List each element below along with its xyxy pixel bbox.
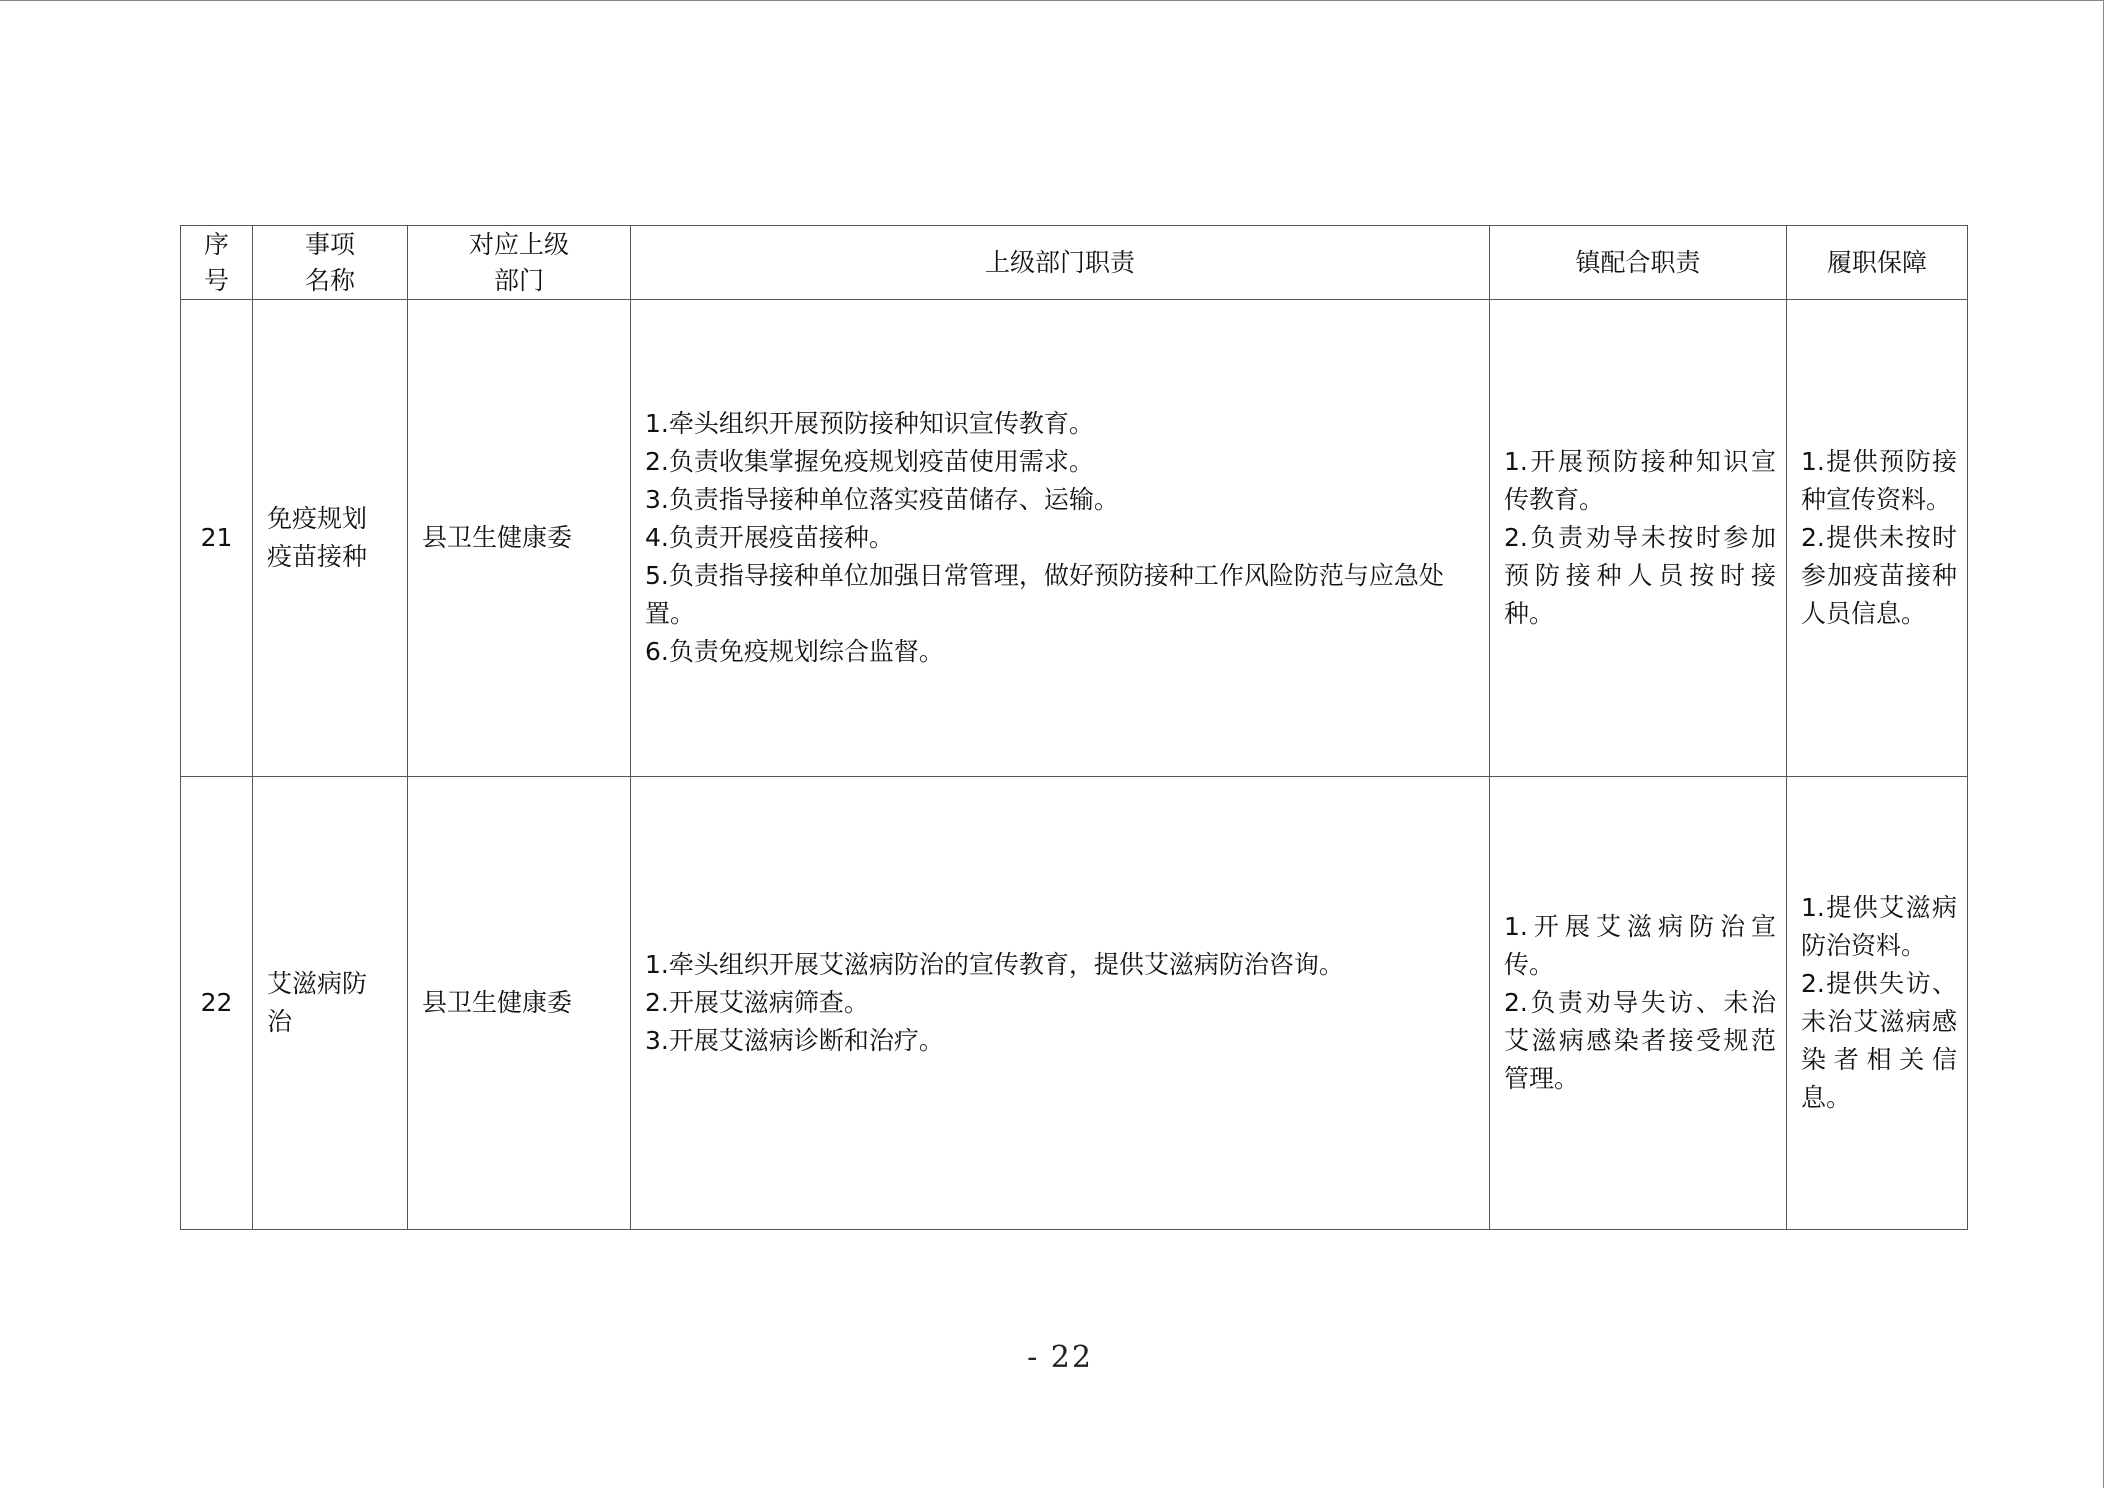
header-guarantee: 履职保障 bbox=[1787, 226, 1968, 300]
town-duty-line: 1.开展预防接种知识宣传教育。 bbox=[1504, 447, 1776, 514]
duty-line: 5.负责指导接种单位加强日常管理，做好预防接种工作风险防范与应急处置。 bbox=[645, 561, 1444, 628]
superior-department: 县卫生健康委 bbox=[408, 300, 631, 777]
upper-duties bbox=[631, 300, 1490, 777]
guarantee-line: 1.提供预防接种宣传资料。 bbox=[1801, 447, 1957, 514]
page-number: - 22 bbox=[1027, 1340, 1093, 1375]
guarantee-line: 1.提供艾滋病防治资料。 bbox=[1801, 893, 1957, 960]
guarantee-line: 2.提供失访、未治艾滋病感染者相关信息。 bbox=[1801, 969, 1957, 1112]
item-name: 免疫规划疫苗接种 bbox=[253, 300, 408, 777]
guarantee bbox=[1787, 300, 1968, 777]
row-number: 22 bbox=[181, 777, 253, 1230]
table-row bbox=[181, 300, 1968, 777]
town-duties bbox=[1490, 777, 1787, 1230]
town-duty-line: 2.负责劝导失访、未治艾滋病感染者接受规范管理。 bbox=[1504, 988, 1776, 1093]
table-row bbox=[181, 777, 1968, 1230]
duty-table bbox=[180, 225, 1968, 1230]
row-number: 21 bbox=[181, 300, 253, 777]
guarantee bbox=[1787, 777, 1968, 1230]
duty-line: 2.负责收集掌握免疫规划疫苗使用需求。 bbox=[645, 447, 1094, 476]
duty-line: 4.负责开展疫苗接种。 bbox=[645, 523, 894, 552]
duty-line: 6.负责免疫规划综合监督。 bbox=[645, 637, 944, 666]
duty-line: 3.负责指导接种单位落实疫苗储存、运输。 bbox=[645, 485, 1119, 514]
town-duties bbox=[1490, 300, 1787, 777]
header-num: 序号 bbox=[181, 226, 253, 300]
header-row bbox=[181, 226, 1968, 300]
duty-line: 3.开展艾滋病诊断和治疗。 bbox=[645, 1026, 944, 1055]
town-duty-line: 2.负责劝导未按时参加预防接种人员按时接种。 bbox=[1504, 523, 1776, 628]
duty-line: 1.牵头组织开展艾滋病防治的宣传教育，提供艾滋病防治咨询。 bbox=[645, 950, 1344, 979]
upper-duties bbox=[631, 777, 1490, 1230]
header-name: 事项名称 bbox=[253, 226, 408, 300]
header-upper-duties: 上级部门职责 bbox=[631, 226, 1490, 300]
header-town-duties: 镇配合职责 bbox=[1490, 226, 1787, 300]
duty-line: 1.牵头组织开展预防接种知识宣传教育。 bbox=[645, 409, 1094, 438]
header-dept: 对应上级部门 bbox=[408, 226, 631, 300]
item-name: 艾滋病防治 bbox=[253, 777, 408, 1230]
duty-line: 2.开展艾滋病筛查。 bbox=[645, 988, 869, 1017]
guarantee-line: 2.提供未按时参加疫苗接种人员信息。 bbox=[1801, 523, 1957, 628]
town-duty-line: 1.开展艾滋病防治宣传。 bbox=[1504, 912, 1776, 979]
superior-department: 县卫生健康委 bbox=[408, 777, 631, 1230]
